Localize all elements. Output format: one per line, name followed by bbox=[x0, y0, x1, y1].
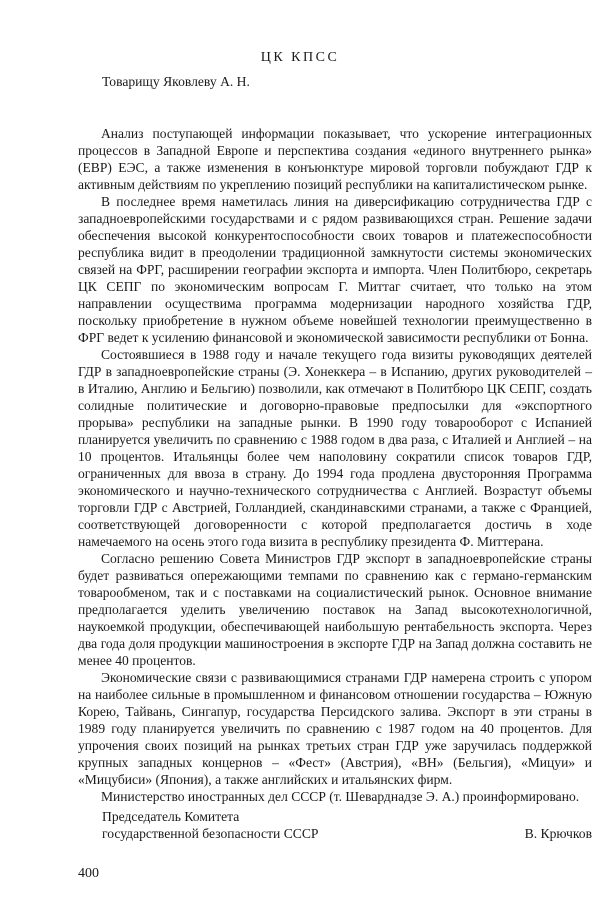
document-heading: ЦК КПСС bbox=[260, 50, 340, 65]
letter-body bbox=[78, 108, 592, 805]
paragraph-1: Анализ поступающей информации показывает, что ускорение интеграционных процессов в Западной Европе и перспектива создания «единого внутреннего рынка» (ЕВР) ЕЭС, а также изменения в конъюнктуре мировой торговли побуждают ГДР к активным действиям по укреплению позиций республики на капиталистическом рынке. bbox=[78, 126, 592, 192]
addressee-line: Товарищу Яковлеву А. Н. bbox=[102, 74, 250, 89]
paragraph-6: Министерство иностранных дел СССР (т. Шеварднадзе Э. А.) проинформировано. bbox=[101, 789, 580, 804]
paragraph-5: Экономические связи с развивающимися странами ГДР намерена строить с упором на наиболее сильные в промышленном и финансовом отношении государства – Южную Корею, Тайвань, Сингапур, государства Персидского залива. Экспорт в эти страны в 1989 году планируется увеличить по сравнению с 1987 годом на 40 процентов. Для упрочения своих позиций на рынках третьих стран ГДР уже заручилась поддержкой крупных западных концернов – «Фест» (Австрия), «ВН» (Бельгия), «Мицуи» и «Мицубиси» (Япония), а также английских и итальянских фирм. bbox=[78, 670, 592, 787]
signer-title-line-1: Председатель Комитета bbox=[102, 809, 240, 824]
signature-row bbox=[102, 825, 592, 842]
signer-name: В. Крючков bbox=[524, 826, 592, 841]
paragraph-2: В последнее время наметилась линия на диверсификацию сотрудничества ГДР с западноевропейскими государствами и с рядом развивающихся стран. Решение задачи обеспечения высокой конкурентоспособности своих товаров и платежеспособности республика видит в преодолении традиционной замкнутости системы экономических связей на ФРГ, расширении географии экспорта и импорта. Член Политбюро, секретарь ЦК СЕПГ по экономическим вопросам Г. Миттаг считает, что только на этом направлении осуществима программа модернизации народного хозяйства ГДР, поскольку приобретение в нужном объеме новейшей технологии преимущественно в ФРГ ведет к усилению финансовой и экономической зависимости республики от Бонна. bbox=[78, 194, 592, 345]
signer-title-line-2: государственной безопасности СССР bbox=[102, 826, 319, 841]
page-number: 400 bbox=[78, 866, 99, 881]
paragraph-4: Согласно решению Совета Министров ГДР экспорт в западноевропейские страны будет развиваться опережающими темпами по сравнению как с германо-германским товарообменом, так и с поставками на социалистический рынок. Основное внимание предполагается уделить увеличению поставок на Запад высокотехнологичной, наукоемкой продукции, обеспечивающей наибольшую рентабельность экспорта. Через два года доля продукции машиностроения в экспорте ГДР на Запад должна составить не менее 40 процентов. bbox=[78, 551, 592, 668]
paragraph-3: Состоявшиеся в 1988 году и начале текущего года визиты руководящих деятелей ГДР в западноевропейские страны (Э. Хонеккера – в Испанию, других руководителей – в Италию, Англию и Бельгию) позволили, как отмечают в Политбюро ЦК СЕПГ, создать солидные политические и договорно-правовые предпосылки для «экспортного прорыва» республики на западные рынки. В 1990 году товарооборот с Испанией планируется увеличить по сравнению с 1988 годом в два раза, с Италией и Англией – на 10 процентов. Итальянцы более чем наполовину сократили список товаров ГДР, ограниченных для ввоза в страну. До 1994 года продлена двусторонняя Программа экономического и научно-технического сотрудничества с Англией. Возрастут объемы торговли ГДР с Австрией, Голландией, скандинавскими странами, а также с Францией, соответствующей договоренности с которой предполагается достичь в ходе намечаемого на осень этого года визита в республику президента Ф. Миттерана. bbox=[78, 347, 592, 549]
signature-block bbox=[102, 808, 592, 842]
